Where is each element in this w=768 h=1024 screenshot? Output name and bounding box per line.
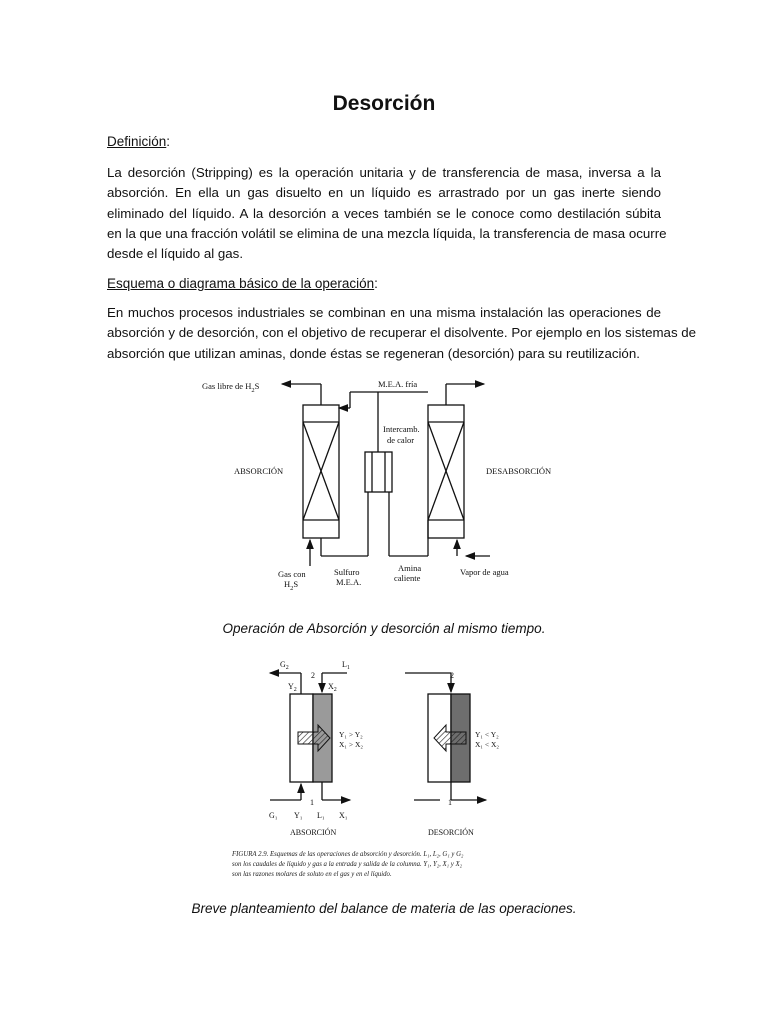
y1-label: Y₁: [294, 811, 303, 820]
one-label-des: 1: [448, 798, 452, 807]
scheme-line: absorción que utilizan aminas, donde éstas se regeneran (desorción) para su reutilización.: [107, 345, 640, 361]
definition-heading-colon: :: [166, 134, 171, 149]
page-title: Desorción: [332, 92, 436, 115]
l1-label: $L_1$: [342, 660, 350, 671]
desabsorcion-label: DESABSORCIÓN: [486, 466, 552, 476]
y2-label: $Y_2$: [288, 682, 297, 693]
process-diagram: [200, 370, 570, 600]
definition-heading-text: Definición: [107, 134, 167, 149]
scheme-line: absorción y de desorción, con el objetivo de recuperar el disolvente. Por ejemplo en los sistemas de: [107, 325, 697, 341]
scheme-heading-text: Esquema o diagrama básico de la operación: [107, 276, 375, 291]
definition-line: La desorción (Stripping) es la operación unitaria y de transferencia de masa, inversa a la: [107, 165, 661, 180]
desorcion-caption: DESORCIÓN: [428, 828, 474, 837]
amina-label: Amina: [398, 563, 422, 573]
definition-line: en la que una fracción volátil se elimina de una mezcla líquida, la transferencia de masa ocurre: [107, 225, 667, 241]
x1-label: X₁: [339, 811, 348, 820]
definition-line: absorción. En ella un gas disuelto en un líquido es arrastrado por un gas inerte siendo: [107, 185, 661, 201]
figure-note-line1: FIGURA 2.9. Esquemas de las operaciones de absorción y desorción. L₁, L₂, G₁ y G₂: [232, 851, 464, 858]
intercamb-label: Intercamb.: [383, 424, 420, 434]
gas-con-label: Gas con: [278, 569, 306, 579]
heat-exchanger: [365, 452, 392, 492]
definition-line: eliminado del líquido. A la desorción a veces también se le conoce como destilación súbita: [107, 205, 661, 221]
calor-label: de calor: [387, 435, 415, 445]
one-label: 1: [310, 798, 314, 807]
definition-paragraph: [107, 163, 667, 264]
absorcion-caption: ABSORCIÓN: [290, 828, 337, 837]
scheme-heading: [107, 276, 378, 291]
mea-fria-label: M.E.A. fría: [378, 379, 418, 389]
abs-ineq-x: X₁ > X₂: [339, 740, 364, 749]
abs-ineq-y: Y₁ > Y₂: [339, 730, 363, 739]
scheme-heading-colon: :: [374, 276, 378, 291]
balance-diagram: [230, 652, 560, 884]
scheme-line: En muchos procesos industriales se combinan en una misma instalación las operaciones de: [107, 305, 661, 320]
scheme-paragraph: [107, 303, 697, 364]
sulfuro-label: Sulfuro: [334, 567, 360, 577]
two-label: 2: [311, 671, 315, 680]
amina-caliente-label: caliente: [394, 573, 421, 583]
figure-note-line3: son las razones molares de soluto en el gas y en el líquido.: [232, 871, 392, 878]
gas-con-h2s-label: $H_2S$: [284, 579, 299, 592]
des-ineq-x: X₁ < X₂: [475, 740, 500, 749]
absorcion-label: ABSORCIÓN: [234, 466, 284, 476]
sulfuro-mea-label: M.E.A.: [336, 577, 362, 587]
x2-label: $X_2$: [328, 682, 337, 693]
figure1-caption: Operación de Absorción y desorción al mismo tiempo.: [222, 621, 546, 636]
definition-line: desde el líquido al gas.: [107, 246, 244, 262]
g2-label: $G_2$: [280, 660, 289, 671]
gas-libre-label: Gas libre de $H_2S$: [202, 381, 260, 394]
l1b-label: L₁: [317, 811, 325, 820]
figure-note-line2: son los caudales de líquido y gas a la entrada y salida de la columna. Y₁, Y₂, X₁ y X₂: [232, 861, 462, 868]
definition-heading: [107, 134, 170, 149]
vapor-label: Vapor de agua: [460, 567, 509, 577]
figure2-caption: Breve planteamiento del balance de materia de las operaciones.: [191, 901, 577, 916]
des-ineq-y: Y₁ < Y₂: [475, 730, 499, 739]
two-label-des: 2: [450, 671, 454, 680]
g1-label: G₁: [269, 811, 278, 820]
